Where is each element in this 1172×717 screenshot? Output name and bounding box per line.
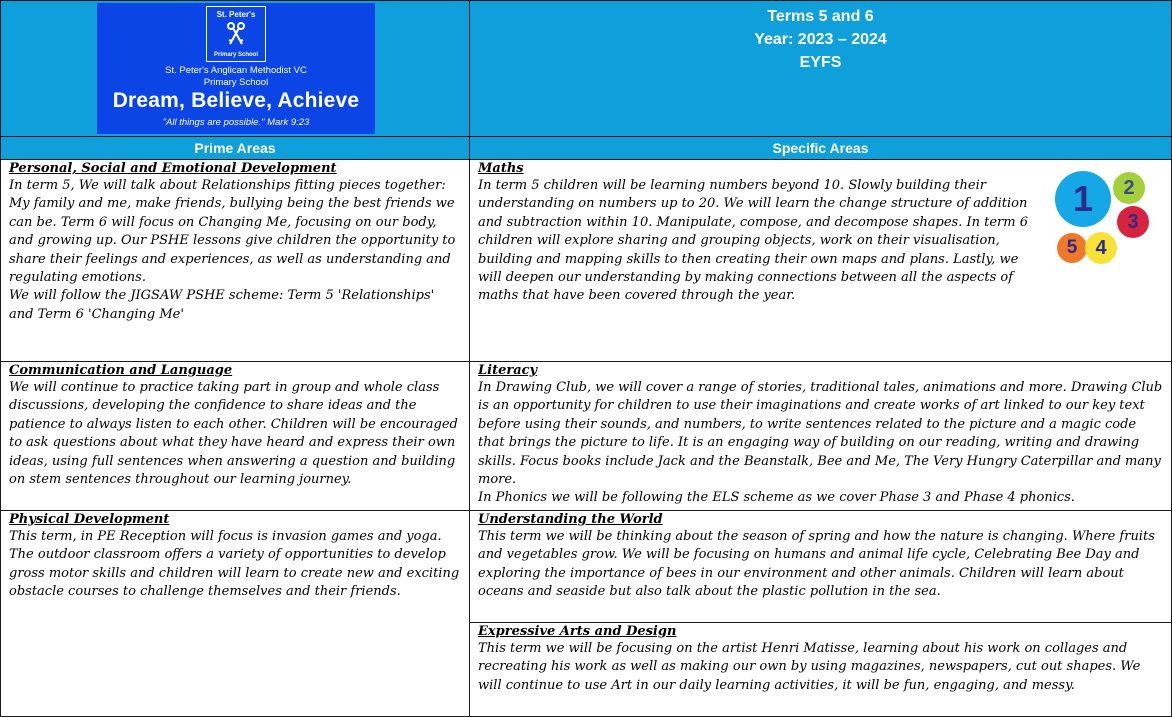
- prime-areas-header: [0, 136, 470, 160]
- badge-title: St. Peter's: [216, 10, 256, 19]
- specific-areas-header: [469, 136, 1172, 160]
- school-name-line2: Primary School: [203, 77, 269, 88]
- school-logo: [97, 3, 375, 134]
- literacy-title: Literacy: [478, 363, 538, 378]
- maths-section: [469, 159, 1172, 362]
- physical-title: Physical Development: [9, 512, 170, 527]
- psed-text: In term 5, We will talk about Relationships fitting pieces together: My family and me, make friends, bullying being the best friends we can be. Term 6 will focus on Changing Me, focusing on our body, and growing up. Our PSHE lessons give children the opportunity to share their feelings and experiences, as well as understanding and regulating emotions.: [9, 178, 456, 286]
- school-name-line1: St. Peter's Anglican Methodist VC: [165, 65, 307, 76]
- number-4: 4: [1085, 232, 1117, 264]
- school-year: Year: 2023 – 2024: [754, 31, 887, 48]
- world-text: This term we will be thinking about the season of spring and how the nature is changing. Where fruits and vegetables grow. We will be focusing on humans and animal life cycle, Celebrating Bee Day and exploring the importance of bees in our environment and other animals. Children will learn about oceans and seaside but also talk about the plastic pollution in the sea.: [478, 529, 1155, 600]
- world-title: Understanding the World: [478, 512, 663, 527]
- school-badge: [206, 6, 266, 62]
- maths-text: In term 5 children will be learning numbers beyond 10. Slowly building their understanding on numbers up to 20. We will learn the change structure of addition and subtraction within 10. Manipulate, compose, and decompose shapes. In term 6 children will explore sharing and grouping objects, work on their visualisation, building and mapping skills to then creating their own maps and plans. Lastly, we will deepen our understanding by making connections between all the aspects of maths that have been covered through the year.: [478, 178, 1028, 304]
- logo-cell: [0, 0, 470, 137]
- stage-label: EYFS: [799, 54, 842, 71]
- arts-section: [469, 622, 1172, 717]
- phonics-text: In Phonics we will be following the ELS scheme as we cover Phase 3 and Phase 4 phonics.: [478, 490, 1075, 506]
- number-5: 5: [1057, 233, 1087, 263]
- badge-subtitle: Primary School: [213, 52, 258, 58]
- communication-text: We will continue to practice taking part in group and whole class discussions, developing the confidence to share ideas and the patience to always listen to each other. Children will be encouraged to ask questions about what they have heard and express their own ideas, using full sentences when answering a question and building on stem sentences throughout our learning journey.: [9, 380, 458, 488]
- communication-section: [0, 361, 470, 511]
- school-verse: "All things are possible." Mark 9:23: [162, 117, 310, 128]
- terms-title: Terms 5 and 6: [767, 8, 874, 25]
- world-section: [469, 510, 1172, 623]
- specific-areas-label: Specific Areas: [772, 140, 869, 156]
- maths-title: Maths: [478, 161, 524, 176]
- communication-title: Communication and Language: [9, 363, 233, 378]
- number-2: 2: [1113, 172, 1145, 204]
- crossed-keys-icon: [225, 21, 247, 47]
- number-3: 3: [1117, 206, 1149, 238]
- arts-text: This term we will be focusing on the artist Henri Matisse, learning about his work on collages and recreating his work as well as making our own by using magazines, newspapers, cut out shapes. We will continue to use Art in our daily learning activities, it will be fun, engaging, and messy.: [478, 641, 1141, 693]
- literacy-section: [469, 361, 1172, 511]
- term-header-cell: [469, 0, 1172, 137]
- number-1: 1: [1055, 171, 1111, 227]
- prime-areas-label: Prime Areas: [194, 140, 276, 156]
- school-name: [97, 65, 375, 89]
- arts-title: Expressive Arts and Design: [478, 624, 677, 639]
- physical-text: This term, in PE Reception will focus is invasion games and yoga. The outdoor classroom offers a variety of opportunities to develop gross motor skills and children will learn to create new and exciting obstacle courses to challenge themselves and their friends.: [9, 529, 460, 600]
- psed-title: Personal, Social and Emotional Development: [9, 161, 337, 176]
- psed-section: [0, 159, 470, 362]
- literacy-text: In Drawing Club, we will cover a range of stories, traditional tales, animations and more. Drawing Club is an opportunity for children to use their imaginations and create works of art linked to our key text before using their sounds, and numbers, to write sentences related to the picture and a magic code that brings the picture to life. It is an engaging way of building on our reading, writing and drawing skills. Focus books include Jack and the Beanstalk, Bee and Me, The Very Hungry Caterpillar and many more.: [478, 380, 1163, 488]
- school-motto: Dream, Believe, Achieve: [112, 89, 360, 112]
- physical-section: [0, 510, 470, 717]
- psed-scheme-text: We will follow the JIGSAW PSHE scheme: Term 5 'Relationships' and Term 6 'Changing Me': [9, 288, 435, 322]
- numbers-graphic: [1053, 168, 1163, 268]
